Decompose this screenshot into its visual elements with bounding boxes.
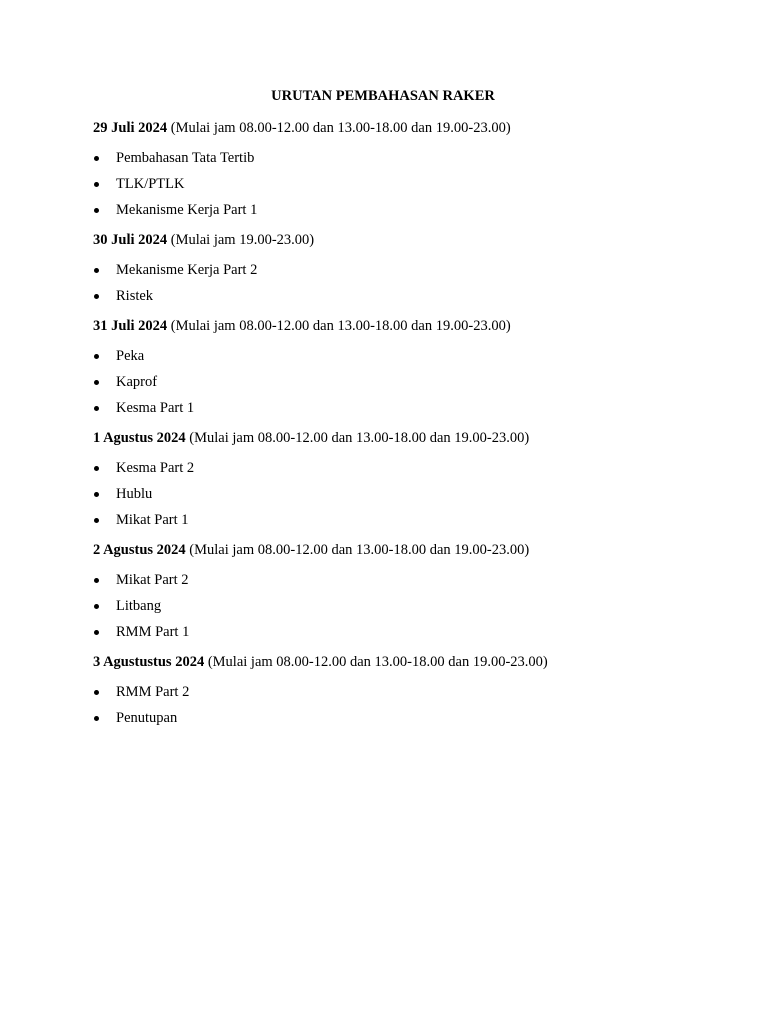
day-section-3 [93, 316, 693, 418]
agenda-item: TLK/PTLK [93, 174, 693, 194]
day-heading [93, 540, 693, 560]
agenda-item: Hublu [93, 484, 693, 504]
day-time: (Mulai jam 08.00-12.00 dan 13.00-18.00 dan 19.00-23.00) [167, 318, 511, 334]
day-heading [93, 118, 693, 138]
day-heading [93, 652, 693, 672]
agenda-list [93, 570, 693, 642]
document-title: URUTAN PEMBAHASAN RAKER [271, 88, 495, 104]
day-heading [93, 316, 693, 336]
day-section-1 [93, 118, 693, 220]
agenda-list [93, 682, 693, 728]
day-date: 3 Agustustus 2024 [93, 654, 205, 670]
agenda-item: Mikat Part 2 [93, 570, 693, 590]
agenda-item: Ristek [93, 286, 693, 306]
day-time: (Mulai jam 08.00-12.00 dan 13.00-18.00 dan 19.00-23.00) [167, 120, 511, 136]
day-time: (Mulai jam 08.00-12.00 dan 13.00-18.00 dan 19.00-23.00) [204, 654, 548, 670]
day-date: 2 Agustus 2024 [93, 542, 186, 558]
agenda-item: Pembahasan Tata Tertib [93, 148, 693, 168]
day-date: 1 Agustus 2024 [93, 430, 186, 446]
agenda-item: Mekanisme Kerja Part 1 [93, 200, 693, 220]
day-time: (Mulai jam 08.00-12.00 dan 13.00-18.00 dan 19.00-23.00) [185, 430, 530, 446]
agenda-item: Kesma Part 2 [93, 458, 693, 478]
day-heading [93, 230, 693, 250]
document-page [93, 86, 693, 738]
agenda-item: Peka [93, 346, 693, 366]
agenda-item: Mekanisme Kerja Part 2 [93, 260, 693, 280]
agenda-item: Mikat Part 1 [93, 510, 693, 530]
day-date: 30 Juli 2024 [93, 232, 168, 248]
day-time: (Mulai jam 08.00-12.00 dan 13.00-18.00 dan 19.00-23.00) [185, 542, 530, 558]
agenda-item: RMM Part 2 [93, 682, 693, 702]
agenda-item: Kesma Part 1 [93, 398, 693, 418]
agenda-list [93, 148, 693, 220]
day-section-5 [93, 540, 693, 642]
agenda-list [93, 458, 693, 530]
agenda-list [93, 346, 693, 418]
agenda-item: RMM Part 1 [93, 622, 693, 642]
agenda-item: Penutupan [93, 708, 693, 728]
day-date: 31 Juli 2024 [93, 318, 168, 334]
agenda-item: Litbang [93, 596, 693, 616]
agenda-list [93, 260, 693, 306]
day-section-6 [93, 652, 693, 728]
day-section-2 [93, 230, 693, 306]
day-heading [93, 428, 693, 448]
day-section-4 [93, 428, 693, 530]
agenda-item: Kaprof [93, 372, 693, 392]
day-time: (Mulai jam 19.00-23.00) [167, 232, 315, 248]
day-date: 29 Juli 2024 [93, 120, 168, 136]
